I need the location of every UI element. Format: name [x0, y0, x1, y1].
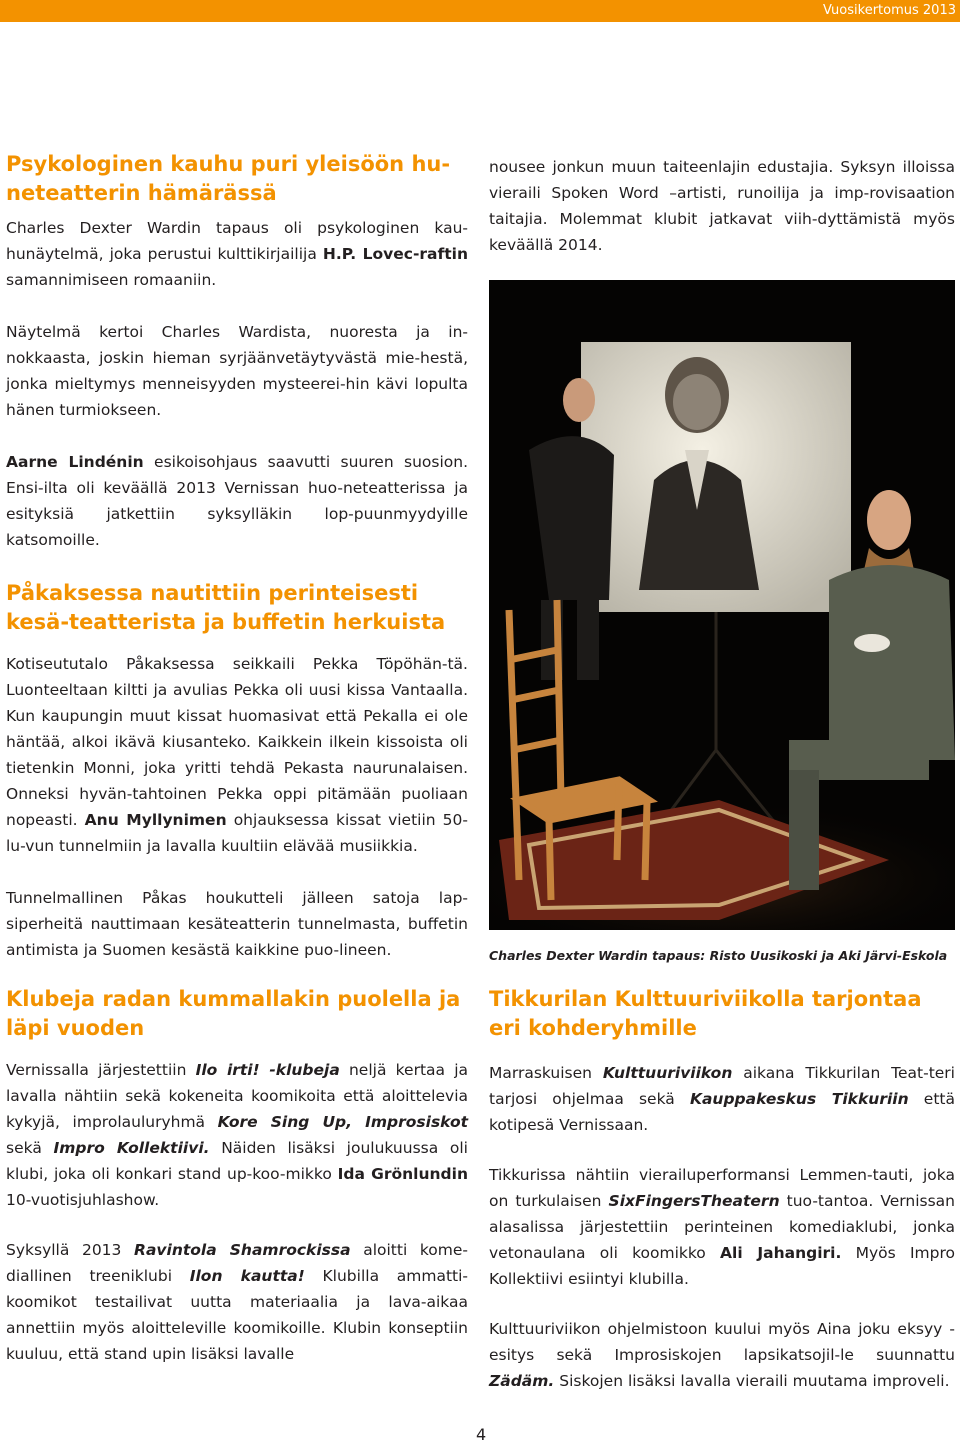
text: että kotipesä Vernissaan. — [489, 1090, 955, 1134]
director-name: Aarne Lindénin — [6, 453, 144, 471]
text: Myös Impro Kollektiivi esiintyi klubilla. — [489, 1244, 955, 1288]
club-name: Ilo irti! -klubeja — [195, 1061, 340, 1079]
paragraph-aina-joku-eksyy — [489, 1316, 955, 1394]
group-name: Impro Kollektiivi. — [53, 1139, 210, 1157]
text: tuo-tantoa. Vernissan alasalissa järjestettiin perinteinen komediaklubi, jonka vetonaulana oli koomikko — [489, 1192, 955, 1262]
text: esikoisohjaus saavutti suuren suosion. Ensi-ilta oli keväällä 2013 Vernissan huo-neteatterissa ja esityksiä jatkettiin syksylläkin lop-puunmyydyille katsomoille. — [6, 453, 468, 549]
paragraph-pekka-topohanta — [6, 651, 468, 859]
text: samannimiseen romaaniin. — [6, 271, 217, 289]
header-bar — [0, 0, 960, 22]
text: Vernissalla järjestettiin — [6, 1061, 196, 1079]
page-number: 4 — [476, 1425, 487, 1444]
right-column-top — [489, 154, 955, 258]
paragraph-wardin-tapaus — [6, 215, 468, 293]
right-column-bottom — [489, 985, 955, 1394]
paragraph-vernissa-klubit — [6, 1057, 468, 1213]
paragraph-spoken-word: nousee jonkun muun taiteenlajin edustajia. Syksyn illoissa vieraili Spoken Word –artisti, runoilija ja imp-rovisaation taitajia. Molemmat klubit jatkavat viih-dyttämistä myös keväällä 2014. — [489, 158, 955, 254]
comedian-name: Ali Jahangiri. — [720, 1244, 842, 1262]
text: Näiden lisäksi joulukuussa oli klubi, joka oli konkari stand up-koo-mikko — [6, 1139, 468, 1183]
show-name: Zädäm. — [489, 1372, 555, 1390]
heading-psykologinen-kauhu: Psykologinen kauhu puri yleisöön hu-neteatterin hämärässä — [6, 152, 451, 205]
text: aikana Tikkurilan Teat-teri tarjosi ohjelmaa sekä — [489, 1064, 955, 1108]
comedian-name: Ida Grönlundin — [337, 1165, 469, 1183]
text: Charles Dexter Wardin tapaus oli psykologinen kau-hunäytelmä, joka perustui kulttikirjailija — [6, 219, 468, 263]
director-name: Anu Myllynimen — [84, 811, 227, 829]
text: ohjauksessa kissat vietiin 50-lu-vun tunnelmiin ja lavalla kuultiin elävää musiikkia. — [6, 811, 469, 855]
event-name: Kulttuuriviikon — [602, 1064, 733, 1082]
stage-photo-illustration — [489, 280, 955, 930]
paragraph-shamrock — [6, 1237, 468, 1367]
paragraph-kulttuuriviikko — [489, 1060, 955, 1138]
text: 10-vuotisjuhlashow. — [6, 1191, 160, 1209]
heading-pakaksessa: Påkaksessa nautittiin perinteisesti kesä-teatterista ja buffetin herkuista — [6, 581, 446, 634]
paragraph-naytelma: Näytelmä kertoi Charles Wardista, nuoresta ja in-nokkaasta, joskin hieman syrjäänvetäytyvästä mie-hestä, jonka mieltymys menneisyyden mysteerei-hin kävi lopulta hänen turmiokseen. — [6, 323, 468, 419]
header-label: Vuosikertomus 2013 — [823, 3, 956, 18]
paragraph-lemmentauti — [489, 1162, 955, 1292]
left-column — [6, 150, 468, 1367]
club-name: Ilon kautta! — [189, 1267, 305, 1285]
heading-klubeja: Klubeja radan kummallakin puolella ja läpi vuoden — [6, 987, 461, 1040]
paragraph-esikoisohjaus — [6, 449, 468, 553]
venue-name: Kauppakeskus Tikkuriin — [689, 1090, 909, 1108]
text: Siskojen lisäksi lavalla vieraili muutama improveli. — [554, 1372, 950, 1390]
theatre-name: SixFingersTheatern — [608, 1192, 780, 1210]
photo-caption: Charles Dexter Wardin tapaus: Risto Uusikoski ja Aki Järvi-Eskola — [489, 948, 948, 963]
heading-tikkurilan-kulttuuriviikko: Tikkurilan Kulttuuriviikolla tarjontaa eri kohderyhmille — [489, 987, 922, 1040]
text: sekä — [6, 1139, 54, 1157]
stage-photo — [489, 280, 955, 930]
author-name: H.P. Lovec-raftin — [322, 245, 468, 263]
text: Kotiseututalo Påkaksessa seikkaili Pekka Töpöhän-tä. Luonteeltaan kiltti ja avulias Pekka oli uusi kissa Vantaalla. Kun kaupungin muut kissat huomasivat että Pekalla ei ole häntää, alkoi ikävä kiusanteko. Kaikkein ilkein kissoista oli tietenkin Monni, joka yritti tehdä Pekasta naurunalaisen. Onneksi hyvän-tahtoinen Pekka oppi pitämään puoliaan nopeasti. — [6, 655, 468, 829]
text: Kulttuuriviikon ohjelmistoon kuului myös Aina joku eksyy -esitys sekä Improsiskojen lapsikatsojil-le suunnattu — [489, 1320, 955, 1364]
text: Klubilla ammatti-koomikot testailivat uutta materiaalia ja lava-aikaa annettiin myös aloitteleville koomikoille. Klubin konseptiin kuuluu, että stand upin lisäksi lavalle — [6, 1267, 469, 1363]
venue-name: Ravintola Shamrockissa — [134, 1241, 351, 1259]
text: neljä kertaa ja lavalla nähtiin sekä kokeneita koomikoita että aloittelevia kykyjä, improlauluryhmä — [6, 1061, 468, 1131]
text: Marraskuisen — [489, 1064, 603, 1082]
text: Tikkurissa nähtiin vierailuperformansi Lemmen-tauti, joka on turkulaisen — [489, 1166, 955, 1210]
group-name: Kore Sing Up, Improsiskot — [217, 1113, 468, 1131]
text: aloitti kome-diallinen treeniklubi — [6, 1241, 468, 1285]
paragraph-tunnelmallinen-pakas: Tunnelmallinen Påkas houkutteli jälleen satoja lap-siperheitä nauttimaan kesäteatterin tunnelmasta, buffetin antimista ja Suomen kesästä kaikkine puo-lineen. — [6, 889, 468, 959]
text: Syksyllä 2013 — [6, 1241, 135, 1259]
